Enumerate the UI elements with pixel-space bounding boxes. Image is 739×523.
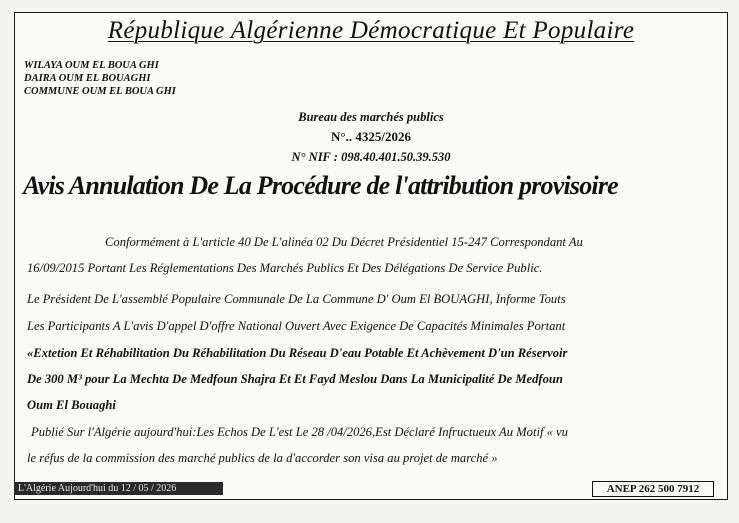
body-line: le réfus de la commission des marché publics de la d'accorder son visa au projet de marché » bbox=[27, 451, 498, 465]
bureau-nif: N° NIF : 098.40.401.50.39.530 bbox=[291, 150, 451, 164]
administration-block bbox=[24, 59, 176, 98]
daira-line: DAIRA OUM EL BOUAGHI bbox=[24, 73, 151, 84]
bureau-number: N°.. 4325/2026 bbox=[331, 129, 411, 144]
body-line: Oum El Bouaghi bbox=[27, 398, 116, 412]
republic-title: République Algérienne Démocratique Et Populaire bbox=[107, 17, 635, 44]
commune-line: COMMUNE OUM EL BOUA GHI bbox=[24, 86, 176, 97]
notice-title: Avis Annulation De La Procédure de l'attribution provisoire bbox=[23, 171, 618, 200]
body-line: Le Président De L'assemblé Populaire Communale De La Commune D' Oum El BOUAGHI, Informe Touts bbox=[27, 292, 566, 306]
body-line: Conformément à L'article 40 De L'alinéa 02 Du Décret Présidentiel 15-247 Correspondant Au bbox=[105, 235, 583, 249]
bureau-block bbox=[15, 107, 727, 167]
notice-frame bbox=[14, 12, 728, 500]
body-line: De 300 M³ pour La Mechta De Medfoun Shajra Et Et Fayd Meslou Dans La Municipalité De Medfoun bbox=[27, 372, 563, 386]
body-line: 16/09/2015 Portant Les Réglementations Des Marchés Publics Et Des Délégations De Service Public. bbox=[27, 261, 543, 275]
body-line: Publié Sur l'Algérie aujourd'hui:Les Echos De L'est Le 28 /04/2026,Est Déclaré Infructueux Au Motif « vu bbox=[31, 425, 568, 439]
bureau-name: Bureau des marchés publics bbox=[298, 110, 444, 124]
publication-footer: L'Algérie Aujourd'hui du 12 / 05 / 2026 bbox=[14, 482, 223, 495]
anep-reference: ANEP 262 500 7912 bbox=[592, 481, 714, 497]
body-line: Les Participants A L'avis D'appel D'offre National Ouvert Avec Exigence De Capacités Minimales Portant bbox=[27, 319, 566, 333]
wilaya-line: WILAYA OUM EL BOUA GHI bbox=[24, 60, 159, 71]
body-line: «Extetion Et Réhabilitation Du Réhabilitation Du Réseau D'eau Potable Et Achèvement D'un Réservoir bbox=[27, 346, 568, 360]
